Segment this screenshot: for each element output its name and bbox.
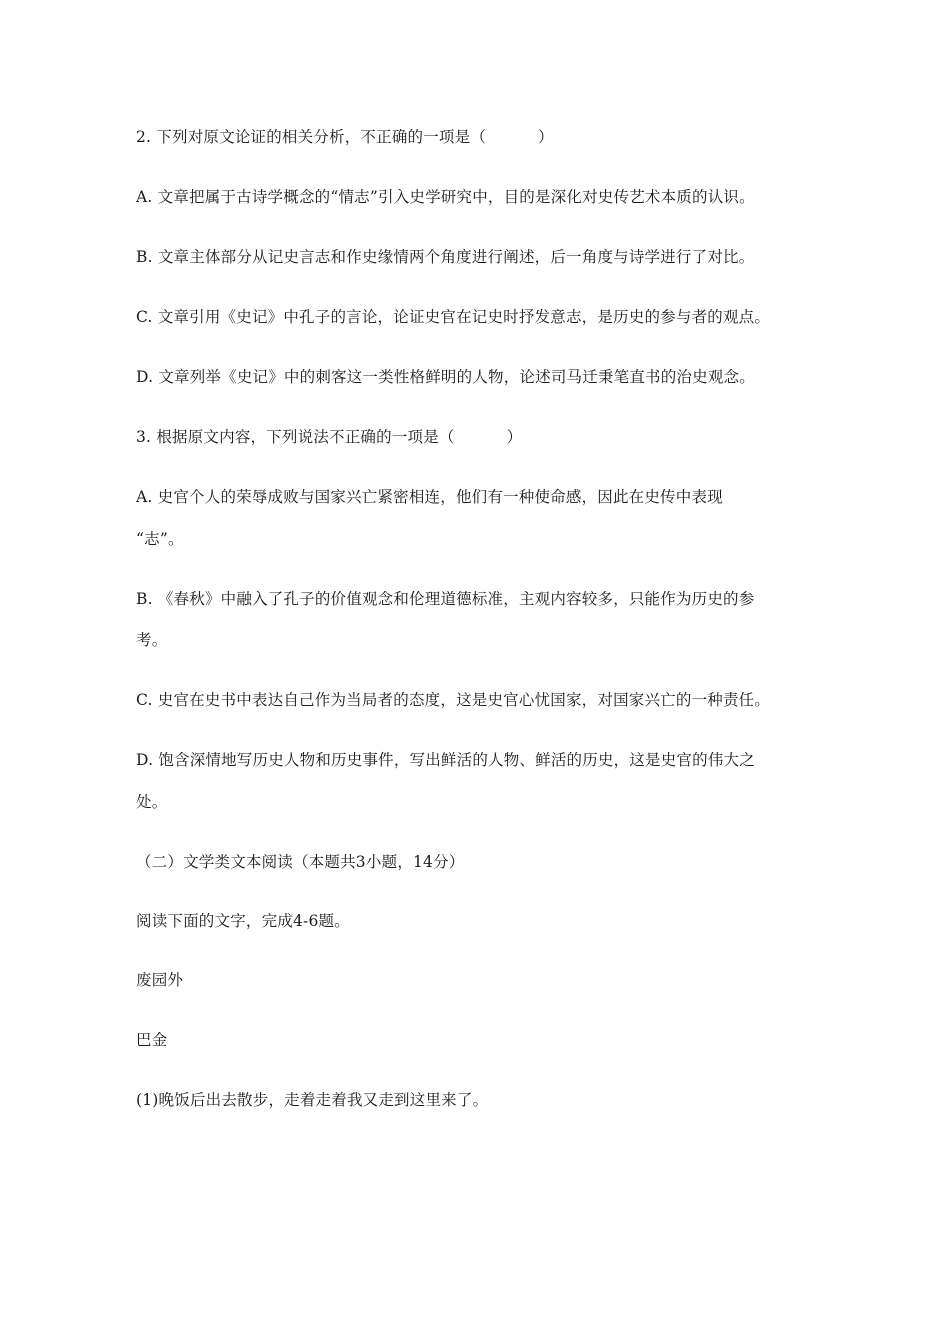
question-2-stem bbox=[136, 127, 890, 147]
story-author: 巴金 bbox=[136, 1031, 168, 1049]
question-2-option-c: C. 文章引用《史记》中孔子的言论，论证史官在记史时抒发意志，是历史的参与者的观点。 bbox=[136, 308, 771, 326]
question-3-option-d-line2: 处。 bbox=[136, 793, 168, 811]
question-3-close-paren: ） bbox=[506, 428, 523, 446]
question-2-option-d: D. 文章列举《史记》中的刺客这一类性格鲜明的人物，论述司马迁秉笔直书的治史观念。 bbox=[136, 368, 755, 386]
reading-instruction: 阅读下面的文字，完成4-6题。 bbox=[136, 912, 350, 930]
story-paragraph-1: (1)晚饭后出去散步，走着走着我又走到这里来了。 bbox=[136, 1091, 489, 1109]
question-2-option-b: B. 文章主体部分从记史言志和作史缘情两个角度进行阐述，后一角度与诗学进行了对比。 bbox=[136, 248, 755, 266]
question-3-stem bbox=[136, 427, 890, 447]
question-2-close-paren: ） bbox=[538, 128, 554, 146]
question-2-text: 2. 下列对原文论证的相关分析，不正确的一项是（ bbox=[136, 128, 487, 146]
question-3-text: 3. 根据原文内容，下列说法不正确的一项是（ bbox=[136, 428, 455, 446]
question-3-option-d-line1: D. 饱含深情地写历史人物和历史事件，写出鲜活的人物、鲜活的历史，这是史官的伟大之 bbox=[136, 751, 755, 769]
question-3-option-b-line2: 考。 bbox=[136, 631, 168, 649]
question-2-option-a: A. 文章把属于古诗学概念的“情志”引入史学研究中，目的是深化对史传艺术本质的认识。 bbox=[136, 188, 755, 206]
question-3-option-a-line1: A. 史官个人的荣辱成败与国家兴亡紧密相连，他们有一种使命感，因此在史传中表现 bbox=[136, 488, 723, 506]
section-heading: （二）文学类文本阅读（本题共3小题，14分） bbox=[136, 853, 465, 871]
question-3-option-c: C. 史官在史书中表达自己作为当局者的态度，这是史官心忧国家，对国家兴亡的一种责任。 bbox=[136, 691, 771, 709]
story-title: 废园外 bbox=[136, 971, 184, 989]
question-3-option-b-line1: B. 《春秋》中融入了孔子的价值观念和伦理道德标准，主观内容较多，只能作为历史的参 bbox=[136, 590, 755, 608]
question-3-option-a-line2: “志”。 bbox=[136, 530, 184, 548]
